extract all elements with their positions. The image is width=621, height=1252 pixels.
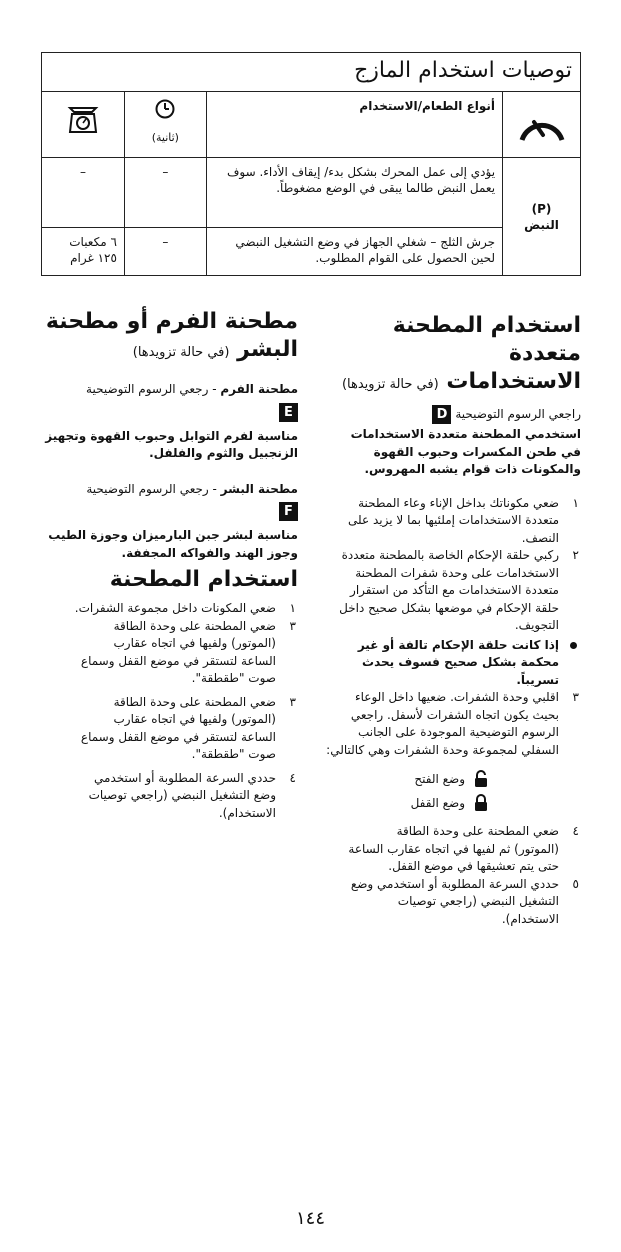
multi-mill-heading-line1: استخدام المطحنة متعددة	[392, 313, 581, 366]
leak-warning	[326, 637, 581, 690]
list-item	[326, 547, 581, 635]
lock-position-row	[326, 793, 581, 813]
step-text: ضعي المطحنة على وحدة الطاقة (الموتور) ولفيها في اتجاه عقارب الساعة لتستقر في موضع القفل وسماع صوت "طقطقة".	[80, 694, 276, 761]
step-text: ضعي مكوناتك بداخل الإناء وعاء المطحنة متعددة الاستخدامات إملئيها بما لا يزيد على النصف.	[348, 495, 559, 545]
list-item	[326, 495, 581, 548]
list-item	[326, 689, 581, 759]
multi-mill-refer	[326, 405, 581, 424]
pulse-label: النبض	[524, 217, 559, 232]
list-item	[42, 770, 298, 823]
lock-icon	[473, 794, 489, 812]
figure-badge-f: F	[279, 502, 298, 521]
grater-text: مناسبة لبشر جبن البارميزان وجوزة الطيب وجوز الهند والفواكه المجففة.	[48, 528, 298, 560]
table-row-1-qty: –	[42, 158, 125, 228]
unlock-position-row	[326, 769, 581, 789]
multi-mill-heading-line2	[326, 368, 581, 399]
multi-mill-steps-after	[326, 823, 581, 928]
timer-icon	[154, 98, 176, 120]
step-number: ٤	[289, 770, 296, 785]
figure-badge-e: E	[279, 403, 298, 422]
table-row-1-time: –	[124, 158, 206, 228]
step-text: ضعي المطحنة على وحدة الطاقة (الموتور) ولفيها في اتجاه عقارب الساعة لتستقر في موضع القفل وسماع صوت "طقطقة".	[80, 618, 276, 685]
list-item	[42, 618, 298, 688]
table-row-1-food: يؤدي إلى عمل المحرك بشكل بدء/ إيقاف الأداء. سوف يعمل النبض طالما يبقى في الوضع مضغوطاً.	[206, 158, 502, 228]
multi-mill-heading	[326, 312, 581, 399]
mincer-grater-section	[42, 308, 298, 822]
mincer-refer-text: - رجعي الرسوم التوضيحية	[86, 382, 217, 396]
mincer-grater-heading-line2	[42, 336, 298, 367]
table-title: توصيات استخدام المازج	[42, 53, 581, 92]
multi-mill-steps	[326, 495, 581, 635]
pulse-speed-cell	[503, 158, 581, 276]
badge-f-row	[42, 501, 298, 521]
step-number: ٣	[289, 618, 296, 633]
multi-mill-heading-word: الاستخدامات	[446, 369, 581, 394]
step-text: ضعي المطحنة على وحدة الطاقة (الموتور) ثم لفيها في اتجاه عقارب الساعة حتى يتم تعشيقها في موضع القفل.	[348, 824, 559, 873]
step-text: حددي السرعة المطلوبة أو استخدمي وضع التشغيل النبضي (راجعي توصيات الاستخدام).	[350, 876, 559, 926]
badge-e-row	[42, 402, 298, 422]
step-text: ركبي حلقة الإحكام الخاصة بالمطحنة متعددة الاستخدامات على وحدة شفرات المطحنة متعددة الاستخدامات مع التأكد من استقرار حلقة الإحكام في موضعها بشكل صحيح داخل التجويف.	[339, 548, 559, 632]
multi-mill-section	[326, 312, 581, 928]
table-row-2-time: –	[124, 228, 206, 276]
step-text: حددي السرعة المطلوبة أو استخدمي وضع التشغيل النبضي (راجعي توصيات الاستخدام).	[88, 770, 276, 820]
speed-header-cell	[503, 92, 581, 158]
time-unit-label: (ثانية)	[151, 131, 179, 144]
step-number: ١	[289, 601, 296, 615]
step-text: اقلبي وحدة الشفرات. ضعيها داخل الوعاء بحيث يكون اتجاه الشفرات لأسفل. راجعي الرسوم التوضيحية الموجودة على الجانب السفلي لمجموعة وحدة الشفرات وهي كالتالي:	[326, 690, 559, 757]
grater-refer	[42, 481, 298, 499]
recommendations-table	[41, 52, 581, 276]
mincer-grater-heading-sub: (في حالة تزويدها)	[132, 345, 230, 360]
step-number: ٢	[572, 548, 579, 562]
table-row-2-food: جرش الثلج – شغلي الجهاز في وضع التشغيل النبضي لحين الحصول على القوام المطلوب.	[206, 228, 502, 276]
qty-grams: ١٢٥ غرام	[70, 251, 117, 265]
list-item	[42, 694, 298, 764]
multi-mill-refer-text: راجعي الرسوم التوضيحية	[455, 407, 581, 421]
step-number: ٤	[572, 824, 579, 838]
multi-mill-heading-sub: (في حالة تزويدها)	[341, 377, 439, 392]
grater-refer-text: - رجعي الرسوم التوضيحية	[86, 481, 217, 496]
mincer-grater-heading-word: البشر	[237, 337, 298, 362]
time-header-cell	[124, 92, 206, 158]
list-item	[348, 823, 581, 876]
using-mill-steps	[42, 600, 298, 822]
multi-mill-intro: استخدمي المطحنة متعددة الاستخدامات في طحن المكسرات وحبوب القهوة والمكونات ذات قوام يشبه المهروس.	[350, 427, 581, 476]
scale-icon	[66, 102, 100, 134]
quantity-header-cell	[42, 92, 125, 158]
mincer-text: مناسبة لفرم التوابل وحبوب القهوة وتجهيز الزنجبيل والثوم والفلفل.	[45, 428, 298, 460]
grater-label: مطحنة البشر	[220, 481, 298, 496]
pulse-code: (P)	[531, 201, 552, 216]
step-text: ضعي المكونات داخل مجموعة الشفرات.	[74, 601, 276, 615]
page-number: ١٤٤	[295, 1208, 325, 1229]
food-types-header: أنواع الطعام/الاستخدام	[206, 92, 502, 158]
step-number: ١	[572, 495, 579, 510]
table-row-2-qty	[42, 228, 125, 276]
mincer-grater-heading	[42, 308, 298, 367]
using-mill-title: استخدام المطحنة	[109, 567, 298, 592]
warning-text: إذا كانت حلقة الإحكام تالفة أو غير محكمة بشكل صحيح فسوف يحدث تسريباً.	[357, 637, 559, 687]
unlock-icon	[473, 770, 489, 788]
unlock-label: وضع الفتح	[414, 772, 465, 786]
list-item	[42, 600, 298, 618]
multi-mill-step3	[326, 689, 581, 759]
lock-label: وضع القفل	[410, 796, 465, 810]
bullet-dot	[570, 642, 577, 649]
mincer-grater-heading-line1: مطحنة الفرم أو مطحنة	[45, 309, 298, 334]
speed-dial-icon	[516, 108, 568, 144]
figure-badge-d: D	[432, 405, 451, 424]
mincer-refer	[42, 381, 298, 399]
step-number: ٥	[572, 876, 579, 891]
list-item	[348, 876, 581, 929]
mincer-label: مطحنة الفرم	[220, 382, 298, 396]
step-number: ٣	[572, 690, 579, 704]
step-number: ٣	[289, 694, 296, 709]
qty-cubes: ٦ مكعبات	[69, 235, 117, 249]
